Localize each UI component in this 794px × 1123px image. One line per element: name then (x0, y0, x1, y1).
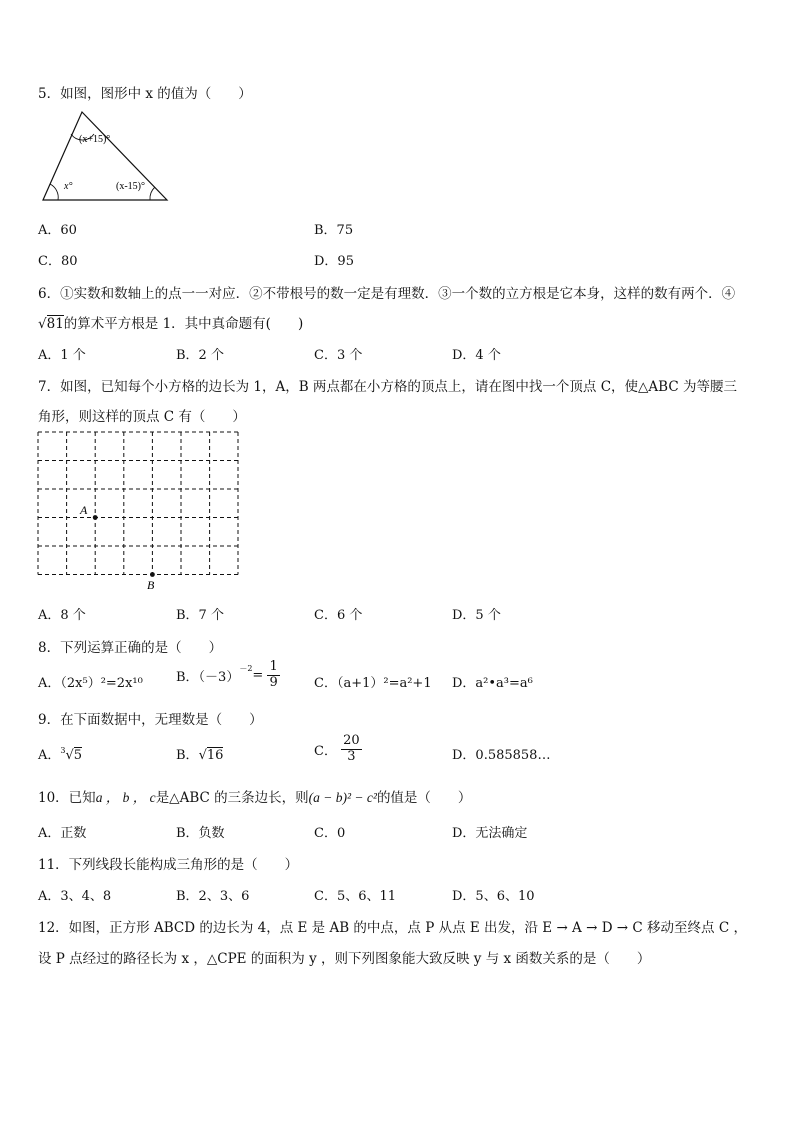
point-b (150, 572, 155, 577)
q9-option-d: D．0.585858… (452, 748, 551, 763)
q11-stem: 11．下列线段长能构成三角形的是（ ） (38, 857, 299, 873)
q6-stem-line1: 6．①实数和数轴上的点一一对应．②不带根号的数一定是有理数．③一个数的立方根是它本身，这样的数有两个．④ (38, 286, 736, 302)
q5-option-a: A．60 (38, 223, 77, 238)
q9-option-a: A．$^3$√5 (38, 746, 83, 763)
q6-option-a: A．1 个 (38, 348, 86, 363)
q8-option-a: A．（2x⁵）²=2x¹⁰ (38, 676, 143, 691)
q8-option-d: D．a²•a³=a⁶ (452, 676, 533, 691)
q5-option-b: B．75 (314, 223, 354, 238)
right-angle-arc (150, 187, 155, 200)
q7-option-c: C．6 个 (314, 608, 363, 623)
top-angle-label: (x+15)° (79, 134, 111, 145)
q8-option-c: C．（a+1）²=a²+1 (314, 676, 432, 691)
q6-radicand: 81 (46, 316, 64, 332)
triangle-outline (43, 112, 167, 200)
q7-stem-line1: 7．如图，已知每个小方格的边长为 1，A，B 两点都在小方格的顶点上，请在图中找一个顶点 C，使△ABC 为等腰三 (38, 379, 737, 395)
q6-option-d: D．4 个 (452, 348, 501, 363)
q7-option-a: A．8 个 (38, 608, 86, 623)
point-b-label: B (147, 578, 155, 592)
left-angle-arc (50, 184, 58, 200)
right-angle-label: (x-15)° (116, 181, 145, 192)
q10-stem: 10．已知a ， b ， c是△ABC 的三条边长，则(a − b)² − c²的值是（ ） (38, 790, 472, 806)
q8-stem: 8．下列运算正确的是（ ） (38, 640, 223, 656)
q7-option-b: B．7 个 (176, 608, 224, 623)
q5-triangle-figure (38, 108, 173, 204)
q11-option-d: D．5、6、10 (452, 889, 535, 904)
q9-option-b: B．√16 (176, 748, 224, 763)
sqrt-symbol: √ (38, 316, 47, 332)
q6-option-c: C．3 个 (314, 348, 363, 363)
q7-stem-line2: 角形，则这样的顶点 C 有（ ） (38, 409, 246, 425)
q11-option-b: B．2、3、6 (176, 889, 250, 904)
q6-stem-line2 (38, 312, 303, 332)
q10-option-b: B．负数 (176, 826, 225, 841)
q7-option-d: D．5 个 (452, 608, 501, 623)
point-a-label: A (80, 503, 88, 517)
q12-stem-line2: 设 P 点经过的路径长为 x ，△CPE 的面积为 y ，则下列图象能大致反映 y 与 x 函数关系的是（ ） (38, 951, 651, 967)
q9-stem: 9．在下面数据中，无理数是（ ） (38, 712, 263, 728)
q11-option-c: C．5、6、11 (314, 889, 397, 904)
q8-b-fraction: $\frac{1}{9}$ (269, 659, 278, 690)
left-angle-label: x° (64, 181, 73, 192)
q12-stem-line1: 12．如图，正方形 ABCD 的边长为 4，点 E 是 AB 的中点，点 P 从点 E 出发，沿 E → A → D → C 移动至终点 C ， (38, 920, 747, 936)
q9-option-c: C． $\frac{20}{3}$ (314, 733, 360, 764)
sqrt-symbol: √ (65, 748, 74, 763)
q5-option-c: C．80 (38, 254, 78, 269)
q5-option-d: D．95 (314, 254, 354, 269)
q5-stem: 5．如图，图形中 x 的值为（ ） (38, 86, 252, 102)
q6-option-b: B．2 个 (176, 348, 224, 363)
q10-option-a: A．正数 (38, 826, 87, 841)
q11-option-a: A．3、4、8 (38, 889, 112, 904)
q7-grid-figure (30, 428, 246, 594)
cube-root-index: 3 (60, 746, 66, 755)
q10-option-d: D．无法确定 (452, 826, 528, 841)
q8-option-b: B．$(-3)^{-2}=$ $\frac{1}{9}$ (176, 659, 278, 690)
sqrt-symbol: √ (198, 748, 207, 763)
dashed-grid (38, 432, 238, 575)
point-a (93, 515, 98, 520)
q10-option-c: C．0 (314, 826, 346, 841)
q9-c-fraction: $\frac{20}{3}$ (343, 733, 360, 764)
q6-line2-text: 的算术平方根是 1．其中真命题有( ) (63, 316, 304, 332)
